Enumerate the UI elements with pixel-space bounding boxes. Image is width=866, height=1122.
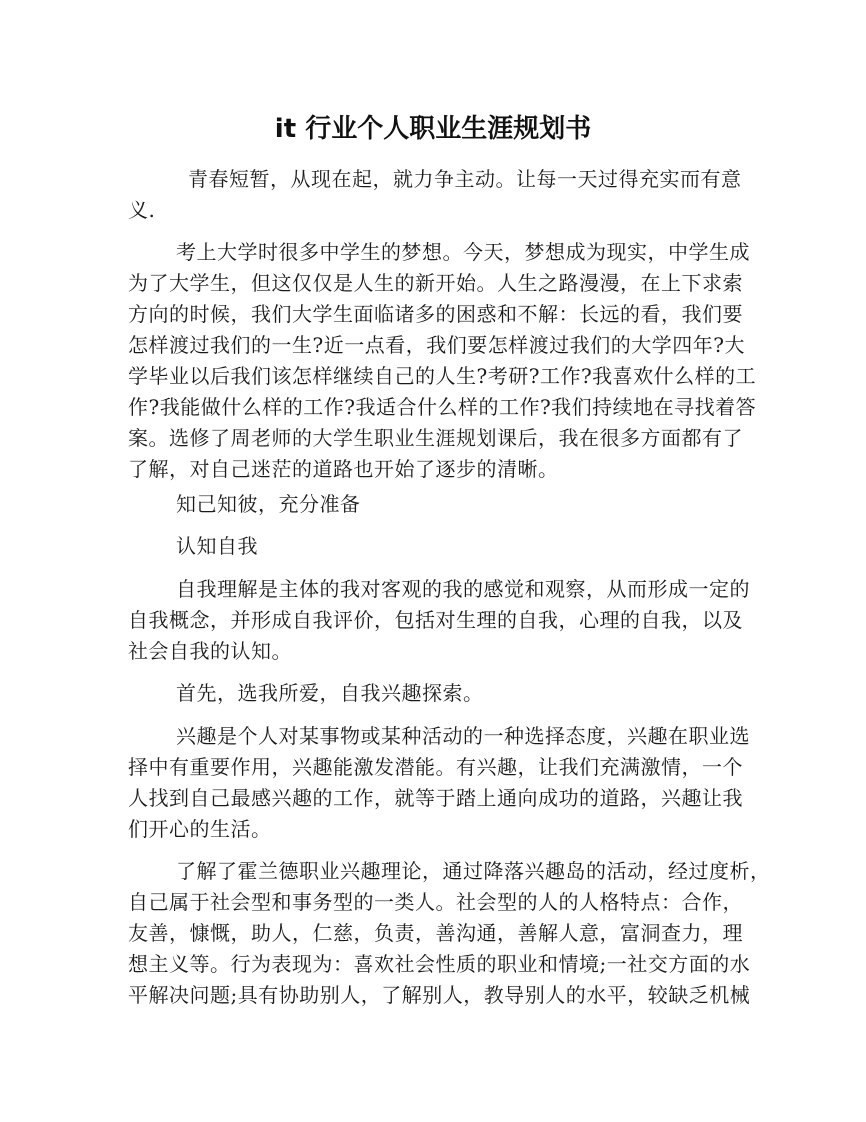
text-line: 方向的时候，我们大学生面临诸多的困惑和不解：长远的看，我们要	[128, 302, 743, 326]
text-line: 学毕业以后我们该怎样继续自己的人生?考研?工作?我喜欢什么样的工	[128, 364, 757, 388]
text-line: 首先，选我所爱，自我兴趣探索。	[176, 681, 484, 705]
text-line: 社会自我的认知。	[128, 639, 292, 663]
text-line: 人找到自己最感兴趣的工作，就等于踏上通向成功的道路，兴趣让我	[128, 786, 743, 810]
text-line: 案。选修了周老师的大学生职业生涯规划课后，我在很多方面都有了	[128, 426, 743, 450]
paragraph-interest	[128, 721, 768, 845]
text-line: 考上大学时很多中学生的梦想。今天，梦想成为现实，中学生成	[176, 240, 750, 264]
text-line: 平解决问题;具有协助别人，了解别人，教导别人的水平，较缺乏机械	[128, 983, 751, 1007]
text-line: 怎样渡过我们的一生?近一点看，我们要怎样渡过我们的大学四年?大	[128, 333, 745, 357]
text-line: 自我概念，并形成自我评价，包括对生理的自我，心理的自我，以及	[128, 608, 743, 632]
text-line: 认知自我	[176, 534, 258, 558]
document-title: it 行业个人职业生涯规划书	[274, 114, 592, 144]
paragraph-self-understanding	[128, 574, 768, 667]
paragraph-intro	[128, 164, 768, 226]
text-line: 作?我能做什么样的工作?我适合什么样的工作?我们持续地在寻找着答	[128, 395, 757, 419]
paragraph-holland	[128, 856, 771, 1011]
text-line: 知己知彼，充分准备	[176, 492, 361, 516]
text-line: 青春短暂，从现在起，就力争主动。让每一天过得充实而有意	[188, 167, 742, 191]
text-line: 想主义等。行为表现为：喜欢社会性质的职业和情境;一社交方面的水	[128, 952, 751, 976]
text-line: 了解了霍兰德职业兴趣理论，通过降落兴趣岛的活动，经过度析，	[176, 859, 771, 883]
text-line: 自我理解是主体的我对客观的我的感觉和观察，从而形成一定的	[176, 577, 750, 601]
paragraph-university	[128, 237, 768, 485]
text-line: 兴趣是个人对某事物或某种活动的一种选择态度，兴趣在职业选	[176, 724, 750, 748]
text-line: 自己属于社会型和事务型的一类人。社会型的人的人格特点：合作，	[128, 890, 743, 914]
subsection-heading	[128, 531, 768, 562]
text-line: 们开心的生活。	[128, 817, 272, 841]
section-heading	[128, 489, 768, 520]
subsection-heading	[128, 678, 768, 709]
text-line: 为了大学生，但这仅仅是人生的新开始。人生之路漫漫，在上下求索	[128, 271, 743, 295]
text-line: 了解，对自己迷茫的道路也开始了逐步的清晰。	[128, 457, 559, 481]
text-line: 择中有重要作用，兴趣能激发潜能。有兴趣，让我们充满激情，一个	[128, 755, 743, 779]
text-line: 友善，慷慨，助人，仁慈，负责，善沟通，善解人意，富洞查力，理	[128, 921, 743, 945]
text-line: 义.	[128, 198, 156, 222]
